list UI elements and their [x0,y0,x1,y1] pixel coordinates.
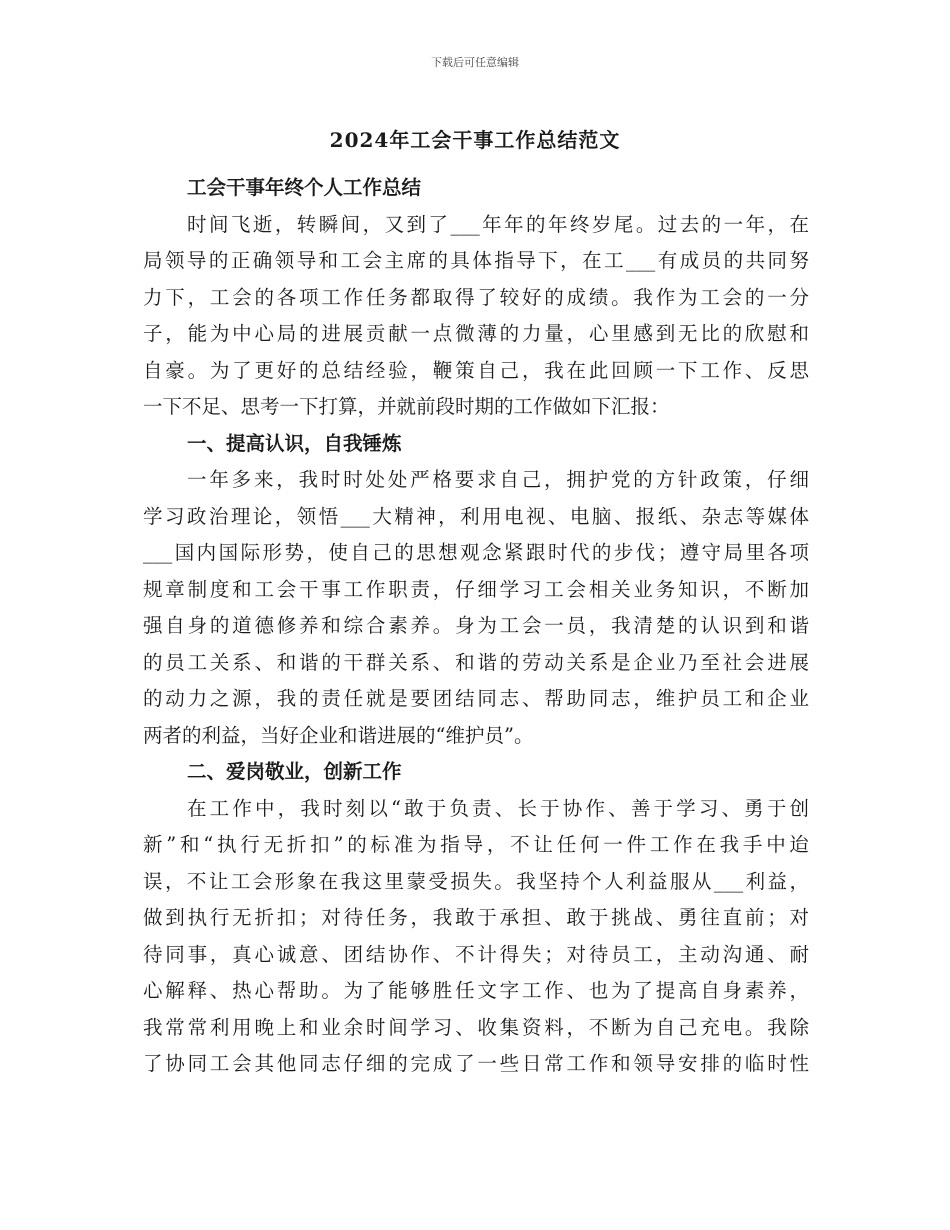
paragraph-line: 我常常利用晚上和业余时间学习、收集资料，不断为自己充电。我除 [143,1015,809,1039]
paragraph-line: 的动力之源，我的责任就是要团结同志、帮助同志，维护员工和企业 [143,687,809,710]
page-header: 下载后可任意编辑 [431,56,519,69]
paragraph-line: 做到执行无折扣；对待任务，我敢于承担、敢于挑战、勇往直前；对 [143,906,809,929]
paragraph-line: 规章制度和工会干事工作职责，仔细学习工会相关业务知识，不断加 [143,577,809,601]
paragraph-line: 力下，工会的各项工作任务都取得了较好的成绩。我作为工会的一分 [143,285,809,309]
paragraph-line: 一下不足、思考一下打算，并就前段时期的工作做如下汇报： [143,395,670,418]
paragraph-line: 的员工关系、和谐的干群关系、和谐的劳动关系是企业乃至社会进展 [143,650,809,674]
paragraph-line: ___国内国际形势，使自己的思想观念紧跟时代的步伐；遵守局里各项 [143,541,809,564]
paragraph-line: 强自身的道德修养和综合素养。身为工会一员，我清楚的认识到和谐 [143,614,809,637]
paragraph-line: 子，能为中心局的进展贡献一点微薄的力量，心里感到无比的欣慰和 [143,322,809,345]
section-heading: 工会干事年终个人工作总结 [187,176,422,199]
paragraph-line: 一年多来，我时时处处严格要求自己，拥护党的方针政策，仔细 [187,468,809,491]
paragraph-line: 误，不让工会形象在我这里蒙受损失。我坚持个人利益服从___利益， [143,869,809,893]
paragraph-line: 在工作中，我时刻以“敢于负责、长于协作、善于学习、勇于创 [187,796,809,820]
paragraph-line: 局领导的正确领导和工会主席的具体指导下，在工___有成员的共同努 [143,249,809,272]
paragraph-line: 自豪。为了更好的总结经验，鞭策自己，我在此回顾一下工作、反思 [143,358,809,382]
section-heading: 一、提高认识，自我锤炼 [187,431,402,455]
paragraph-line: 学习政治理论，领悟___大精神，利用电视、电脑、报纸、杂志等媒体 [143,504,809,528]
section-heading: 二、爱岗敬业，创新工作 [187,760,402,783]
document-title: 2024年工会干事工作总结范文 [329,128,621,152]
paragraph-line: 心解释、热心帮助。为了能够胜任文字工作、也为了提高自身素养， [143,979,809,1002]
paragraph-line: 新”和“执行无折扣”的标准为指导，不让任何一件工作在我手中迨 [143,833,809,856]
document-body [143,170,809,1083]
paragraph-line: 待同事，真心诚意、团结协作、不计得失；对待员工，主动沟通、耐 [143,942,809,966]
paragraph-line: 了协同工会其他同志仔细的完成了一些日常工作和领导安排的临时性 [143,1052,809,1075]
paragraph-line: 两者的利益，当好企业和谐进展的“维护员”。 [143,723,534,747]
paragraph-line: 时间飞逝，转瞬间，又到了___年年的年终岁尾。过去的一年，在 [187,212,809,236]
